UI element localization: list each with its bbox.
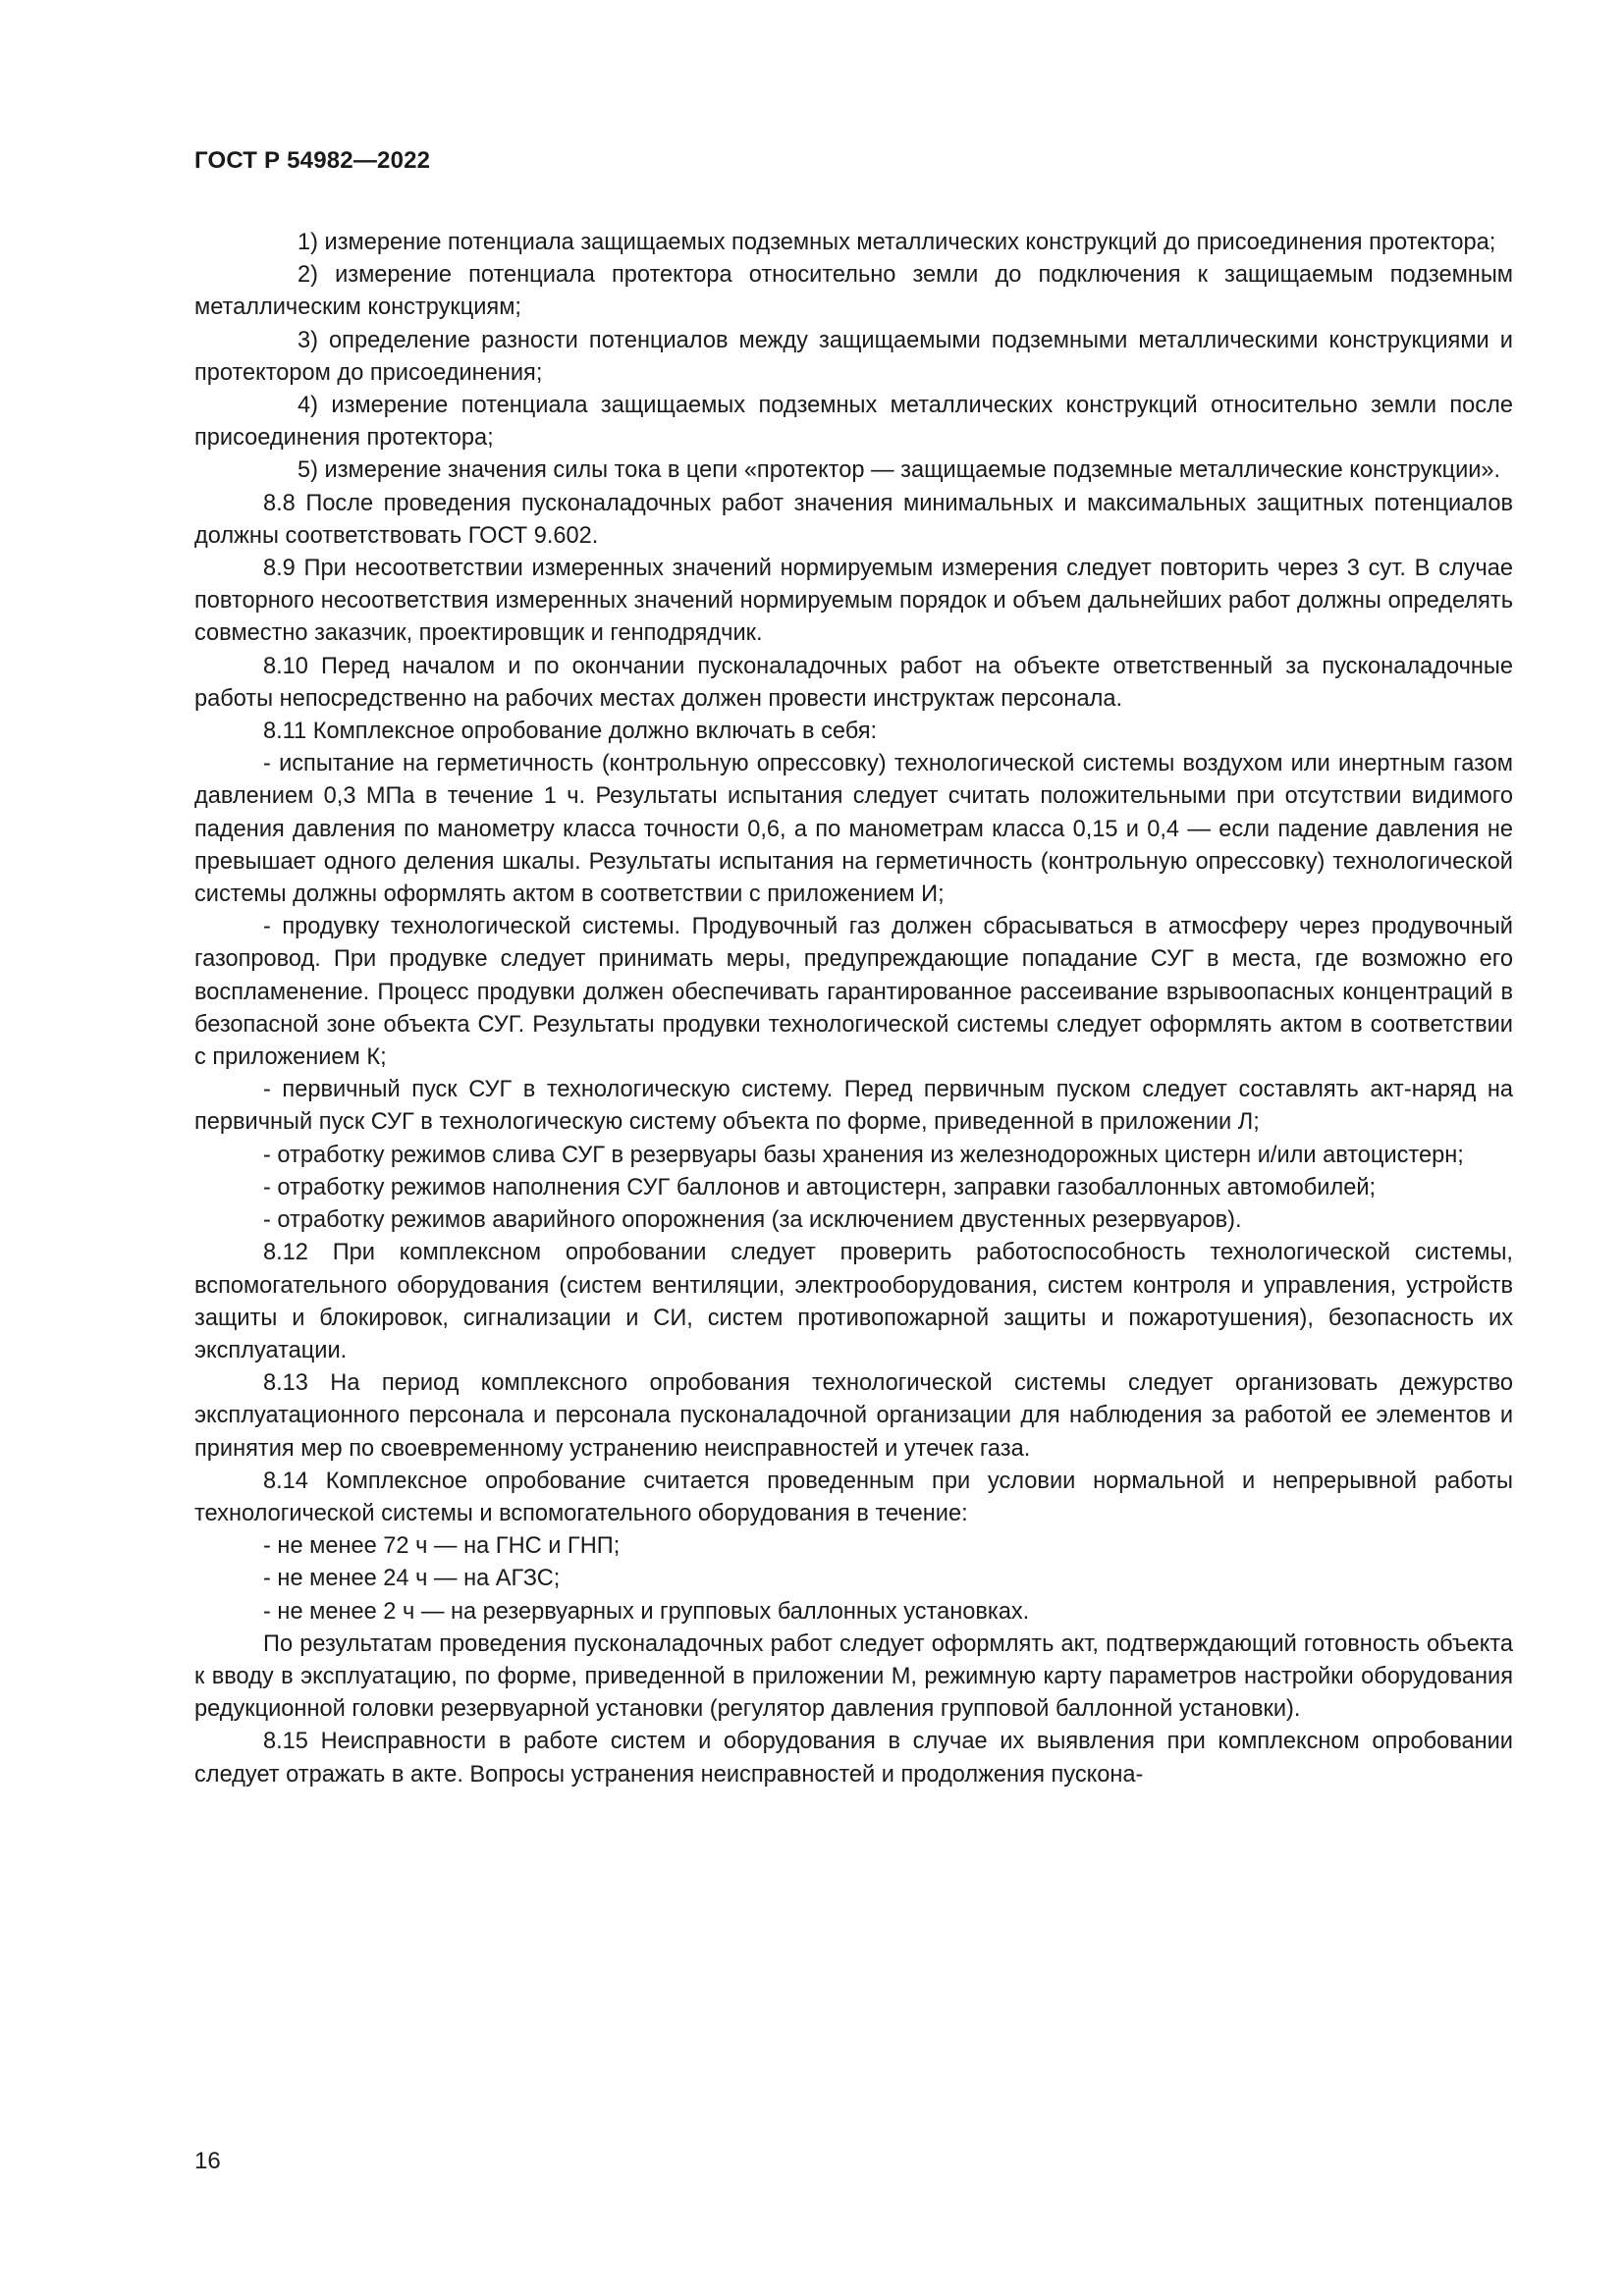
list-item-1: 1) измерение потенциала защищаемых подземных металлических конструкций до присоединения протектора;: [298, 230, 1496, 255]
dash-item-emergency-modes: - отработку режимов аварийного опорожнения (за исключением двустенных резервуаров).: [263, 1207, 1242, 1234]
clause-8-11: 8.11 Комплексное опробование должно включать в себя:: [263, 719, 878, 745]
dash-item-2h: - не менее 2 ч — на резервуарных и групповых баллонных установках.: [263, 1598, 1030, 1625]
list-item-4: 4) измерение потенциала защищаемых подземных металлических конструкций относительно земли после присоединения протектора;: [194, 393, 1513, 452]
page-number: 16: [194, 2148, 221, 2174]
dash-item-drain-modes: - отработку режимов слива СУГ в резервуары базы хранения из железнодорожных цистерн и/или автоцистерн;: [263, 1142, 1464, 1168]
clause-8-9: 8.9 При несоответствии измеренных значений нормируемым измерения следует повторить через 3 сут. В случае повторного несоответствия измеренных значений нормируемым порядок и объем дальнейших работ должны определять совместно заказчик, проектировщик и генподрядчик.: [194, 556, 1513, 647]
clause-8-12: 8.12 При комплексном опробовании следует проверить работоспособность технологической системы, вспомогательного оборудования (систем вентиляции, электрооборудования, систем контроля и управления, устройств защиты и блокировок, сигнализации и СИ, систем противопожарной защиты и пожаротушения), безопасность их эксплуатации.: [194, 1240, 1513, 1363]
dash-item-first-start: - первичный пуск СУГ в технологическую систему. Перед первичным пуском следует составлять акт-наряд на первичный пуск СУГ в технологическую систему объекта по форме, приведенной в приложении Л;: [194, 1077, 1513, 1136]
dash-item-24h: - не менее 24 ч — на АГЗС;: [263, 1566, 561, 1592]
dash-item-72h: - не менее 72 ч — на ГНС и ГНП;: [263, 1533, 621, 1560]
list-item-2: 2) измерение потенциала протектора относительно земли до подключения к защищаемым подземным металлическим конструкциям;: [194, 262, 1513, 321]
clause-8-14: 8.14 Комплексное опробование считается проведенным при условии нормальной и непрерывной работы технологической системы и вспомогательного оборудования в течение:: [194, 1468, 1513, 1526]
dash-item-fill-modes: - отработку режимов наполнения СУГ баллонов и автоцистерн, заправки газобаллонных автомобилей;: [263, 1174, 1377, 1201]
list-item-5: 5) измерение значения силы тока в цепи «протектор — защищаемые подземные металлические конструкции».: [298, 457, 1501, 484]
paragraph-results: По результатам проведения пусконаладочных работ следует оформлять акт, подтверждающий готовность объекта к вводу в эксплуатацию, по форме, приведенной в приложении М, режимную карту параметров настройки оборудования редукционной головки резервуарной установки (регулятор давления групповой баллонной установки).: [194, 1630, 1513, 1723]
document-body: [194, 227, 1513, 1791]
list-item-3: 3) определение разности потенциалов между защищаемыми подземными металлическими конструкциями и протектором до присоединения;: [194, 327, 1513, 386]
clause-8-10: 8.10 Перед началом и по окончании пусконаладочных работ на объекте ответственный за пусконаладочные работы непосредственно на рабочих местах должен провести инструктаж персонала.: [194, 653, 1513, 712]
clause-8-13: 8.13 На период комплексного опробования технологической системы следует организовать дежурство эксплуатационного персонала и персонала пусконаладочной организации для наблюдения за работой ее элементов и принятия мер по своевременному устранению неисправностей и утечек газа.: [194, 1370, 1513, 1462]
dash-item-purge: - продувку технологической системы. Продувочный газ должен сбрасываться в атмосферу через продувочный газопровод. При продувке следует принимать меры, предупреждающие попадание СУГ в места, где возможно его воспламенение. Процесс продувки должен обеспечивать гарантированное рассеивание взрывоопасных концентраций в безопасной зоне объекта СУГ. Результаты продувки технологической системы следует оформлять актом в соответствии с приложением К;: [194, 914, 1513, 1071]
clause-8-8: 8.8 После проведения пусконаладочных работ значения минимальных и максимальных защитных потенциалов должны соответствовать ГОСТ 9.602.: [194, 490, 1513, 549]
document-header: ГОСТ Р 54982—2022: [194, 147, 431, 174]
clause-8-15: 8.15 Неисправности в работе систем и оборудования в случае их выявления при комплексном опробовании следует отражать в акте. Вопросы устранения неисправностей и продолжения пускона-: [194, 1729, 1513, 1788]
dash-item-leak-test: - испытание на герметичность (контрольную опрессовку) технологической системы воздухом или инертным газом давлением 0,3 МПа в течение 1 ч. Результаты испытания следует считать положительными при отсутствии видимого падения давления по манометру класса точности 0,6, а по манометрам класса 0,15 и 0,4 — если падение давления не превышает одного деления шкалы. Результаты испытания на герметичность (контрольную опрессовку) технологической системы должны оформлять актом в соответствии с приложением И;: [194, 751, 1513, 908]
